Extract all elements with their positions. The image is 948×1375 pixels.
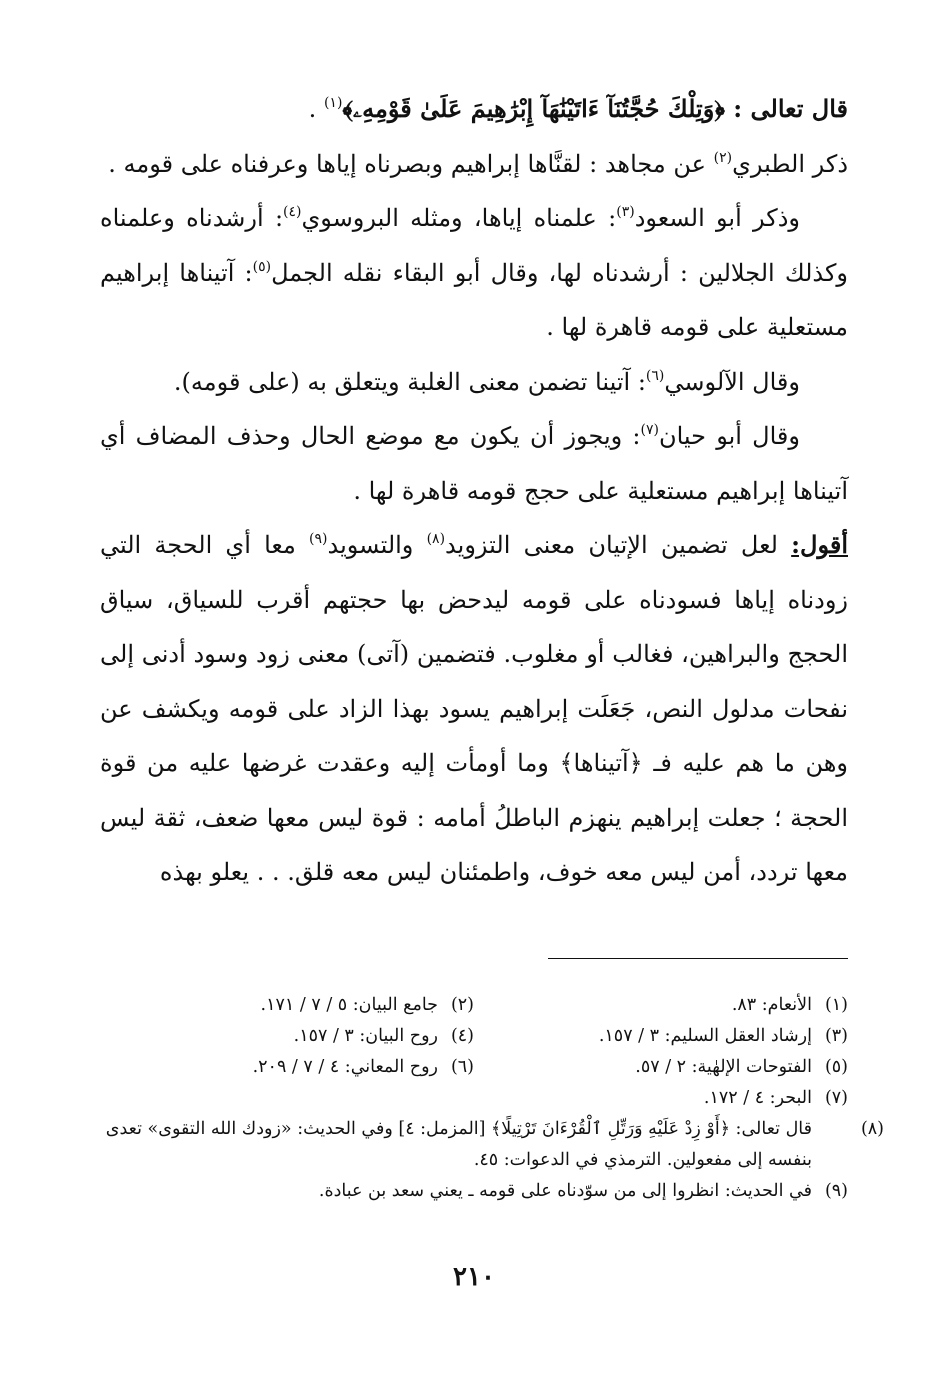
footnote-4	[100, 1021, 474, 1052]
text-segment: : آتيناها إبراهيم مستعلية على قومه قاهرة لها .	[100, 258, 848, 341]
text-segment: ذكر الطبري	[732, 149, 848, 178]
footnote-5	[474, 1052, 848, 1083]
footnote-6	[100, 1052, 474, 1083]
page-number: ٢١٠	[453, 1262, 495, 1292]
footnote-number: (٤)	[450, 1026, 474, 1046]
verse-end: .	[308, 95, 324, 123]
footnote-1	[474, 990, 848, 1021]
footnote-number: (٨)	[860, 1119, 884, 1139]
footnote-7	[474, 1083, 848, 1114]
footnote-text: روح المعاني: ٤ / ٧ / ٢٠٩.	[252, 1057, 438, 1077]
text-segment: وقال أبو حيان	[658, 422, 800, 450]
text-segment: : ويجوز أن يكون مع موضع الحال وحذف المضاف أي آتيناها إبراهيم مستعلية على حجج قومه قاهرة لها .	[100, 422, 848, 505]
footnote-row	[100, 1083, 848, 1114]
footnote-ref-7[interactable]: (٧)	[640, 422, 659, 438]
footnote-row	[100, 990, 848, 1021]
footnote-ref-4[interactable]: (٤)	[283, 204, 302, 220]
footnote-8	[100, 1114, 884, 1176]
footnote-text: جامع البيان: ٥ / ٧ / ١٧١.	[260, 995, 438, 1015]
footnote-row	[100, 1021, 848, 1052]
footnote-row	[100, 1114, 884, 1176]
footnote-text: الأنعام: ٨٣.	[731, 995, 812, 1015]
footnote-row	[100, 1052, 848, 1083]
footnote-text: إرشاد العقل السليم: ٣ / ١٥٧.	[598, 1026, 812, 1046]
text-segment: لعل تضمين الإتيان معنى التزويد	[445, 531, 792, 559]
footnote-ref-9[interactable]: (٩)	[309, 531, 328, 547]
footnote-ref-1[interactable]: (١)	[323, 95, 343, 111]
footnote-text: روح البيان: ٣ / ١٥٧.	[293, 1026, 438, 1046]
footnote-ref-8[interactable]: (٨)	[426, 531, 446, 547]
footnote-number: (٩)	[824, 1181, 848, 1201]
text-segment: : أرشدناه وعلمناه وكذلك الجلالين : أرشدناه لها، وقال أبو البقاء نقله الجمل	[100, 204, 848, 287]
text-segment: معا أي الحجة التي زودناه إياها فسودناه على قومه ليدحض بها حجتهم أقرب للسياق، سياق الحجج والبراهين، فغالب أو مغلوب. فتضمين (آتى) معنى زود وسود أدنى إلى نفحات مدلول النص، جَعَلَت إبراهيم يسود بهذا الزاد على قومه ويكشف عن وهن ما هم عليه فـ ﴿آتيناها﴾ وما أومأت إليه وعقدت غرضها عليه من قوة الحجة ؛ جعلت إبراهيم ينهزم الباطلُ أمامه : قوة ليس معها ضعف، ثقة ليس معها تردد، أمن ليس معه خوف، واطمئنان ليس معه قلق. . . يعلو بهذه	[100, 531, 849, 886]
paragraph-alusi	[100, 355, 848, 410]
footnote-ref-3[interactable]: (٣)	[616, 204, 635, 220]
paragraph-verse	[100, 82, 848, 137]
footnote-number: (٢)	[450, 995, 474, 1015]
text-segment: وذكر أبو السعود	[634, 204, 800, 232]
footnote-text: الفتوحات الإلهٰية: ٢ / ٥٧.	[635, 1057, 812, 1077]
text-segment: : علمناه إياها، ومثله البروسوي	[301, 204, 617, 232]
footnote-number: (٦)	[450, 1057, 474, 1077]
text-segment: : آتينا تضمن معنى الغلبة ويتعلق به (على قومه).	[173, 367, 646, 396]
footnote-3	[474, 1021, 848, 1052]
footnote-9	[100, 1176, 848, 1207]
footnote-2	[100, 990, 474, 1021]
text-segment: والتسويد	[327, 531, 427, 559]
paragraph-author-comment	[100, 518, 848, 900]
main-text	[100, 82, 848, 900]
paragraph-abu-saud	[100, 191, 848, 355]
footnote-text: في الحديث: انظروا إلى من سوّدناه على قومه ـ يعني سعد بن عبادة.	[318, 1181, 812, 1201]
footnote-number: (٣)	[824, 1026, 848, 1046]
author-lead-word: أقول:	[791, 530, 848, 559]
footnote-row	[100, 1176, 848, 1207]
text-segment: وقال الآلوسي	[664, 367, 800, 396]
footnotes	[100, 990, 884, 1207]
footnote-number: (٧)	[824, 1088, 848, 1108]
footnote-ref-2[interactable]: (٢)	[713, 149, 733, 166]
footnote-text: البحر: ٤ / ١٧٢.	[703, 1088, 812, 1108]
footnote-ref-5[interactable]: (٥)	[252, 258, 272, 275]
footnote-number: (١)	[824, 995, 848, 1015]
paragraph-tabari	[100, 137, 848, 192]
footnote-number: (٥)	[824, 1057, 848, 1077]
quran-verse: ﴿وَتِلْكَ حُجَّتُنَآ ءَاتَيْنَٰهَآ إِبْرَٰهِيمَ عَلَىٰ قَوْمِهِۦ﴾	[342, 94, 725, 123]
footnote-text: قال تعالى: ﴿أَوْ زِدْ عَلَيْهِ وَرَتِّلِ ٱلْقُرْءَانَ تَرْتِيلًا﴾ [المزمل: ٤] وفي الحديث: «زودك الله التقوى» تعدى بنفسه إلى مفعولين. الترمذي في الدعوات: ٤٥.	[105, 1119, 812, 1170]
verse-intro: قال تعالى :	[724, 94, 848, 123]
footnote-divider	[548, 958, 848, 959]
paragraph-abu-hayyan	[100, 409, 848, 518]
text-segment: عن مجاهد : لقنَّاها إبراهيم وبصرناه إياها وعرفناه على قومه .	[108, 149, 714, 178]
footnote-ref-6[interactable]: (٦)	[645, 367, 665, 384]
